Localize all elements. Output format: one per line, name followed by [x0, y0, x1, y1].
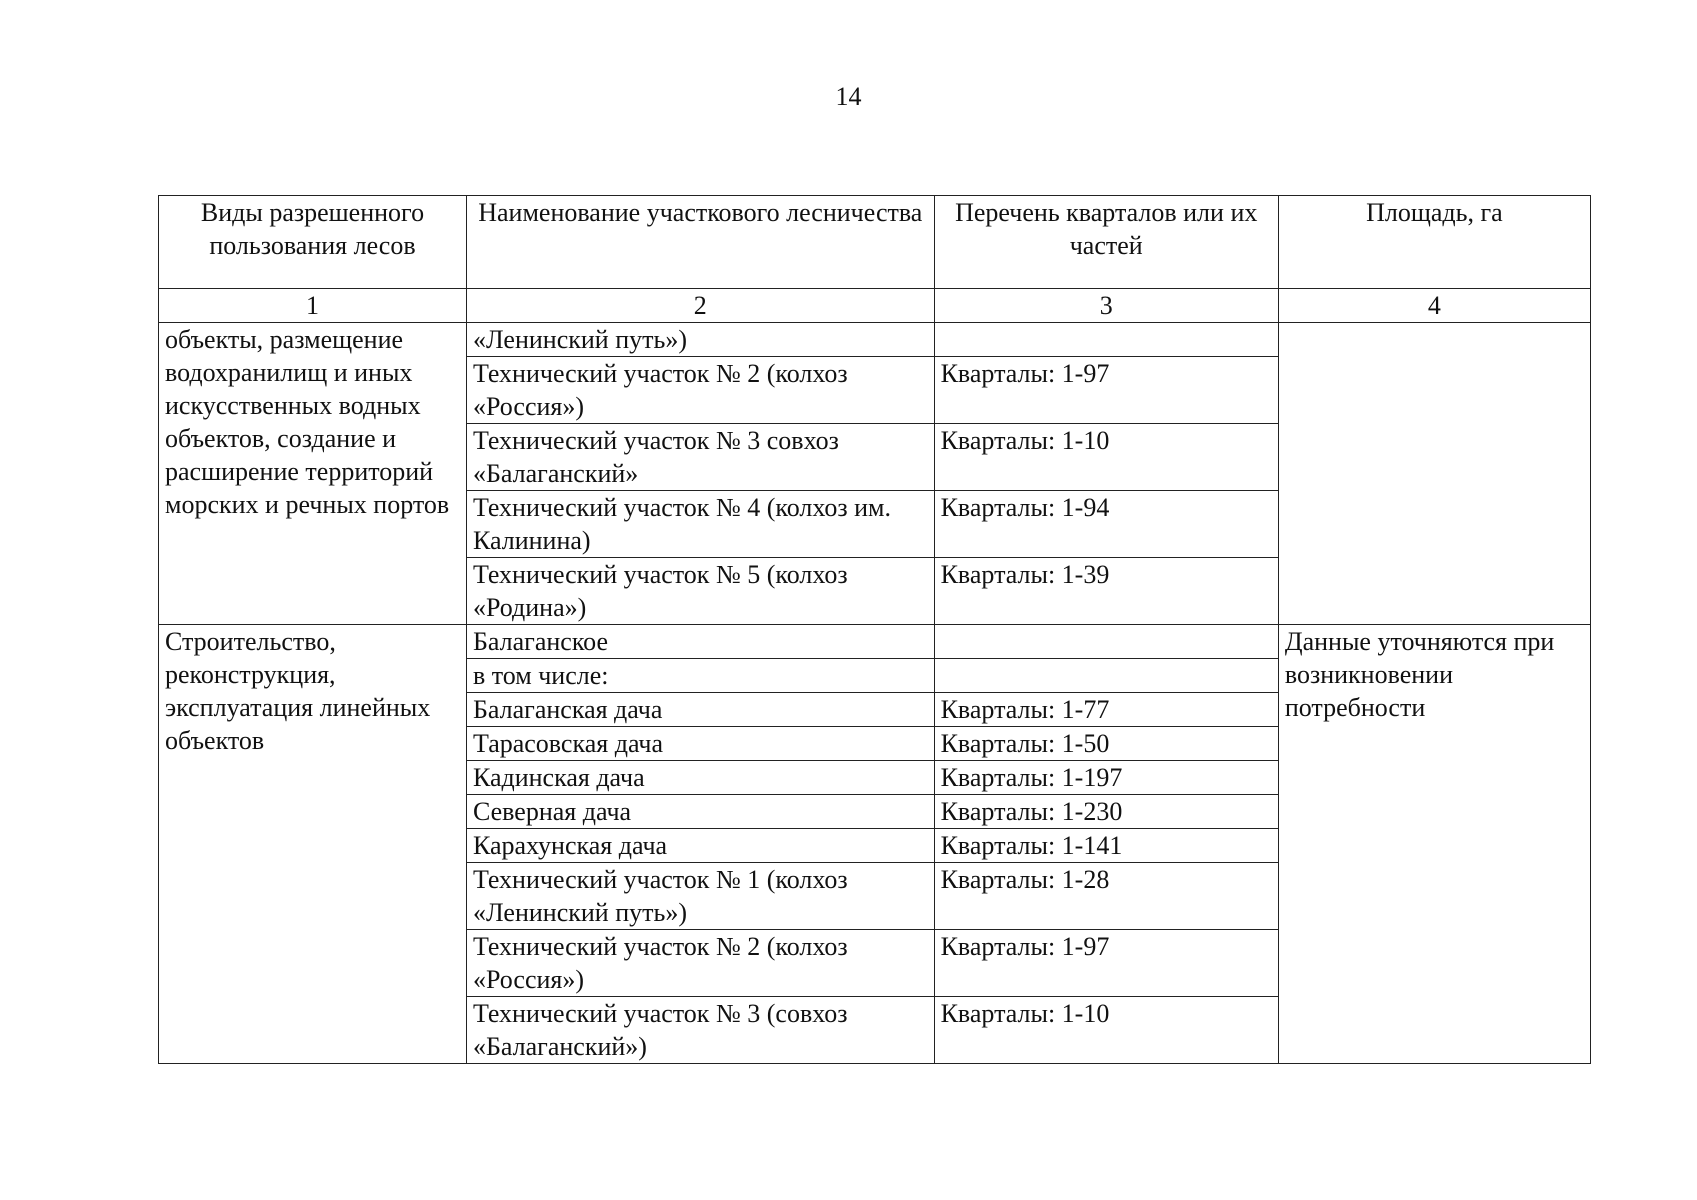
forestry-name-cell: Технический участок № 3 (совхоз «Балаганский») — [466, 997, 934, 1064]
quarters-cell — [934, 659, 1278, 693]
forestry-name-cell: Технический участок № 3 совхоз «Балаганский» — [466, 424, 934, 491]
forestry-name-cell: Балаганское — [466, 625, 934, 659]
header-use-type: Виды разрешенного пользования лесов — [159, 196, 467, 289]
column-number-row — [159, 289, 1591, 323]
quarters-cell: Кварталы: 1-10 — [934, 424, 1278, 491]
forestry-name-cell: Северная дача — [466, 795, 934, 829]
quarters-cell: Кварталы: 1-141 — [934, 829, 1278, 863]
header-area: Площадь, га — [1278, 196, 1590, 289]
use-type-cell: объекты, размещение водохранилищ и иных искусственных водных объектов, создание и расширение территорий морских и речных портов — [159, 323, 467, 625]
use-type-cell: Строительство, реконструкция, эксплуатация линейных объектов — [159, 625, 467, 1064]
quarters-cell: Кварталы: 1-97 — [934, 930, 1278, 997]
quarters-cell: Кварталы: 1-97 — [934, 357, 1278, 424]
quarters-cell: Кварталы: 1-197 — [934, 761, 1278, 795]
forestry-name-cell: Технический участок № 4 (колхоз им. Калинина) — [466, 491, 934, 558]
column-number: 4 — [1278, 289, 1590, 323]
quarters-cell: Кварталы: 1-230 — [934, 795, 1278, 829]
forestry-name-cell: Технический участок № 1 (колхоз «Ленинский путь») — [466, 863, 934, 930]
quarters-cell: Кварталы: 1-94 — [934, 491, 1278, 558]
forestry-name-cell: Кадинская дача — [466, 761, 934, 795]
quarters-cell — [934, 323, 1278, 357]
column-number: 1 — [159, 289, 467, 323]
table-row — [159, 625, 1591, 659]
forestry-name-cell: «Ленинский путь») — [466, 323, 934, 357]
forestry-name-cell: Технический участок № 2 (колхоз «Россия») — [466, 357, 934, 424]
table-header-row — [159, 196, 1591, 289]
column-number: 3 — [934, 289, 1278, 323]
forestry-name-cell: в том числе: — [466, 659, 934, 693]
quarters-cell: Кварталы: 1-77 — [934, 693, 1278, 727]
column-number: 2 — [466, 289, 934, 323]
quarters-cell: Кварталы: 1-10 — [934, 997, 1278, 1064]
forestry-name-cell: Карахунская дача — [466, 829, 934, 863]
forestry-name-cell: Балаганская дача — [466, 693, 934, 727]
quarters-cell — [934, 625, 1278, 659]
forest-use-table — [158, 195, 1591, 1064]
forestry-name-cell: Технический участок № 2 (колхоз «Россия») — [466, 930, 934, 997]
area-cell: Данные уточняются при возникновении потребности — [1278, 625, 1590, 1064]
page-number: 14 — [835, 82, 862, 111]
area-cell — [1278, 323, 1590, 625]
forestry-name-cell: Технический участок № 5 (колхоз «Родина») — [466, 558, 934, 625]
table-body — [159, 323, 1591, 1064]
header-forestry-name: Наименование участкового лесничества — [466, 196, 934, 289]
header-quarters: Перечень кварталов или их частей — [934, 196, 1278, 289]
quarters-cell: Кварталы: 1-39 — [934, 558, 1278, 625]
forestry-name-cell: Тарасовская дача — [466, 727, 934, 761]
table-row — [159, 323, 1591, 357]
quarters-cell: Кварталы: 1-50 — [934, 727, 1278, 761]
quarters-cell: Кварталы: 1-28 — [934, 863, 1278, 930]
